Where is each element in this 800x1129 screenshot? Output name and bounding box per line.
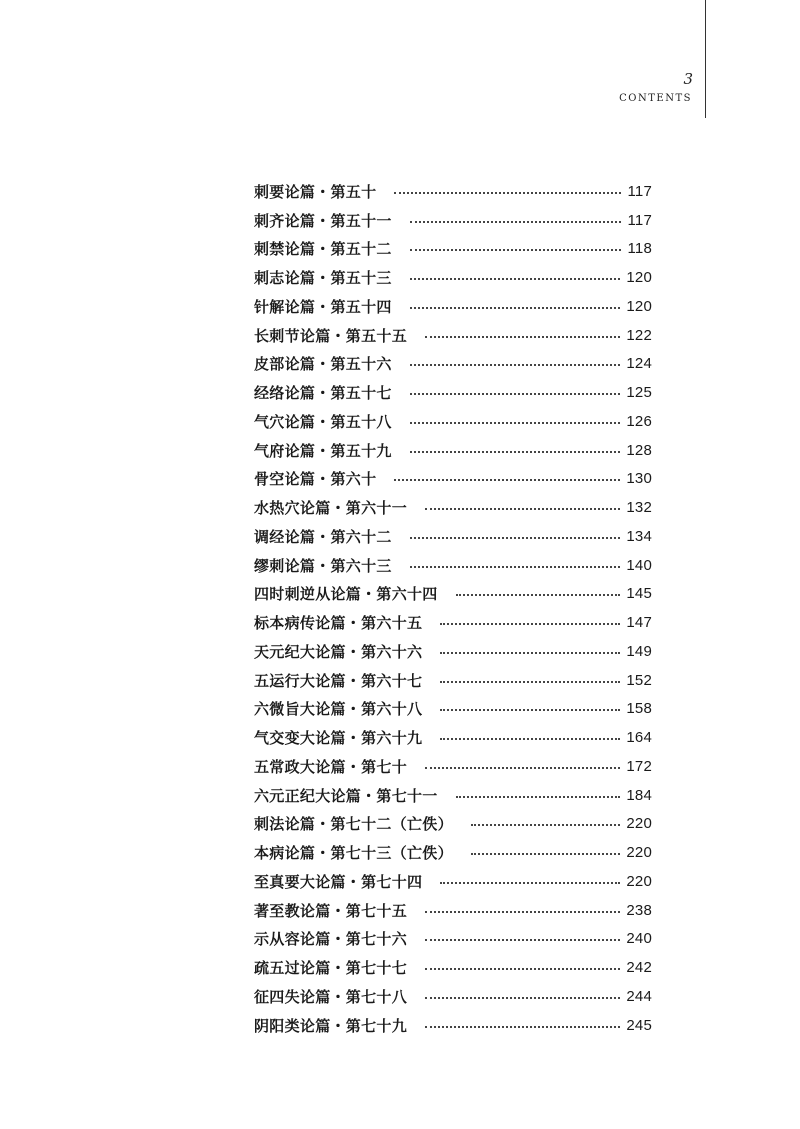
toc-entry-title: 天元纪大论篇・第六十六 xyxy=(254,642,423,661)
dot-leader xyxy=(471,852,620,855)
toc-entry[interactable] xyxy=(254,695,652,724)
toc-entry-page: 238 xyxy=(626,901,652,919)
toc-entry[interactable] xyxy=(254,752,652,781)
dot-leader xyxy=(410,536,621,539)
dot-leader xyxy=(440,881,620,884)
toc-entry-page: 132 xyxy=(626,499,652,517)
toc-entry-page: 125 xyxy=(626,384,652,402)
dot-leader xyxy=(425,1025,620,1028)
toc-entry-title: 本病论篇・第七十三（亡佚） xyxy=(254,844,453,863)
toc-entry[interactable] xyxy=(254,953,652,982)
dot-leader xyxy=(425,996,620,999)
toc-entry-title: 四时刺逆从论篇・第六十四 xyxy=(254,585,438,604)
toc-entry-page: 244 xyxy=(626,987,652,1005)
toc-entry[interactable] xyxy=(254,407,652,436)
toc-entry[interactable] xyxy=(254,810,652,839)
toc-entry[interactable] xyxy=(254,838,652,867)
dot-leader xyxy=(394,478,620,481)
toc-entry-page: 145 xyxy=(626,585,652,603)
toc-entry-page: 184 xyxy=(626,786,652,804)
toc-entry[interactable] xyxy=(254,982,652,1011)
toc-entry-title: 刺志论篇・第五十三 xyxy=(254,269,392,288)
dot-leader xyxy=(425,910,620,913)
toc-entry[interactable] xyxy=(254,350,652,379)
toc-entry-page: 120 xyxy=(626,297,652,315)
toc-entry-title: 骨空论篇・第六十 xyxy=(254,470,377,489)
dot-leader xyxy=(394,191,621,194)
toc-entry[interactable] xyxy=(254,580,652,609)
toc-entry[interactable] xyxy=(254,896,652,925)
header-vertical-rule xyxy=(705,0,706,118)
running-head: CONTENTS xyxy=(619,93,692,104)
toc-entry-title: 征四失论篇・第七十八 xyxy=(254,987,408,1006)
toc-entry-title: 六微旨大论篇・第六十八 xyxy=(254,700,423,719)
toc-entry-page: 117 xyxy=(627,182,652,200)
dot-leader xyxy=(410,306,621,309)
toc-entry-title: 调经论篇・第六十二 xyxy=(254,527,392,546)
toc-entry-page: 128 xyxy=(626,441,652,459)
dot-leader xyxy=(410,392,621,395)
dot-leader xyxy=(425,507,620,510)
toc-entry-page: 152 xyxy=(626,671,652,689)
toc-entry-page: 158 xyxy=(626,700,652,718)
dot-leader xyxy=(440,651,620,654)
toc-entry-page: 126 xyxy=(626,412,652,430)
toc-entry-page: 149 xyxy=(626,642,652,660)
toc-entry-page: 118 xyxy=(627,240,652,258)
toc-entry-title: 示从容论篇・第七十六 xyxy=(254,930,408,949)
toc-entry-page: 242 xyxy=(626,959,652,977)
toc-entry[interactable] xyxy=(254,378,652,407)
toc-entry-page: 122 xyxy=(626,326,652,344)
dot-leader xyxy=(410,565,621,568)
toc-entry-page: 172 xyxy=(626,757,652,775)
dot-leader xyxy=(425,967,620,970)
table-of-contents xyxy=(254,177,652,1040)
dot-leader xyxy=(456,593,621,596)
toc-entry[interactable] xyxy=(254,637,652,666)
toc-entry[interactable] xyxy=(254,493,652,522)
toc-entry-title: 六元正纪大论篇・第七十一 xyxy=(254,786,438,805)
toc-entry[interactable] xyxy=(254,436,652,465)
toc-entry-title: 气交变大论篇・第六十九 xyxy=(254,729,423,748)
toc-entry[interactable] xyxy=(254,1011,652,1040)
toc-entry[interactable] xyxy=(254,608,652,637)
dot-leader xyxy=(440,708,620,711)
dot-leader xyxy=(425,766,620,769)
toc-entry[interactable] xyxy=(254,292,652,321)
toc-entry-title: 气穴论篇・第五十八 xyxy=(254,412,392,431)
toc-entry-title: 针解论篇・第五十四 xyxy=(254,297,392,316)
dot-leader xyxy=(425,335,620,338)
dot-leader xyxy=(440,737,620,740)
toc-entry[interactable] xyxy=(254,206,652,235)
toc-entry-title: 长刺节论篇・第五十五 xyxy=(254,326,408,345)
dot-leader xyxy=(410,248,622,251)
toc-entry[interactable] xyxy=(254,781,652,810)
toc-entry-title: 五运行大论篇・第六十七 xyxy=(254,671,423,690)
toc-entry-page: 120 xyxy=(626,269,652,287)
toc-entry[interactable] xyxy=(254,465,652,494)
toc-entry[interactable] xyxy=(254,321,652,350)
toc-entry-title: 阴阳类论篇・第七十九 xyxy=(254,1016,408,1035)
toc-entry-title: 疏五过论篇・第七十七 xyxy=(254,959,408,978)
toc-entry-title: 标本病传论篇・第六十五 xyxy=(254,614,423,633)
dot-leader xyxy=(410,277,621,280)
toc-entry-page: 134 xyxy=(626,527,652,545)
toc-entry-title: 水热穴论篇・第六十一 xyxy=(254,499,408,518)
dot-leader xyxy=(425,938,620,941)
toc-entry-page: 140 xyxy=(626,556,652,574)
dot-leader xyxy=(410,220,622,223)
toc-entry[interactable] xyxy=(254,867,652,896)
dot-leader xyxy=(410,363,621,366)
page-number: 3 xyxy=(683,70,693,88)
toc-entry[interactable] xyxy=(254,723,652,752)
toc-entry-title: 缪刺论篇・第六十三 xyxy=(254,556,392,575)
toc-entry-page: 220 xyxy=(626,844,652,862)
dot-leader xyxy=(440,622,620,625)
toc-entry-title: 刺法论篇・第七十二（亡佚） xyxy=(254,815,453,834)
toc-entry-page: 220 xyxy=(626,872,652,890)
toc-entry-title: 刺齐论篇・第五十一 xyxy=(254,211,392,230)
toc-entry[interactable] xyxy=(254,522,652,551)
dot-leader xyxy=(410,421,621,424)
toc-entry[interactable] xyxy=(254,177,652,206)
toc-entry-page: 124 xyxy=(626,355,652,373)
toc-entry-title: 气府论篇・第五十九 xyxy=(254,441,392,460)
toc-entry-title: 刺要论篇・第五十 xyxy=(254,182,377,201)
dot-leader xyxy=(471,823,620,826)
toc-entry-page: 164 xyxy=(626,729,652,747)
toc-entry[interactable] xyxy=(254,235,652,264)
toc-entry[interactable] xyxy=(254,551,652,580)
toc-entry-title: 五常政大论篇・第七十 xyxy=(254,757,408,776)
toc-entry[interactable] xyxy=(254,925,652,954)
toc-entry-page: 245 xyxy=(626,1016,652,1034)
toc-entry-page: 220 xyxy=(626,815,652,833)
toc-entry-title: 皮部论篇・第五十六 xyxy=(254,355,392,374)
dot-leader xyxy=(440,680,620,683)
dot-leader xyxy=(410,450,621,453)
toc-entry[interactable] xyxy=(254,263,652,292)
dot-leader xyxy=(456,795,621,798)
toc-entry-page: 130 xyxy=(626,470,652,488)
toc-entry-page: 240 xyxy=(626,930,652,948)
toc-entry[interactable] xyxy=(254,666,652,695)
toc-entry-title: 经络论篇・第五十七 xyxy=(254,384,392,403)
toc-entry-page: 147 xyxy=(626,614,652,632)
toc-entry-title: 著至教论篇・第七十五 xyxy=(254,901,408,920)
toc-entry-page: 117 xyxy=(627,211,652,229)
toc-entry-title: 刺禁论篇・第五十二 xyxy=(254,240,392,259)
toc-entry-title: 至真要大论篇・第七十四 xyxy=(254,872,423,891)
